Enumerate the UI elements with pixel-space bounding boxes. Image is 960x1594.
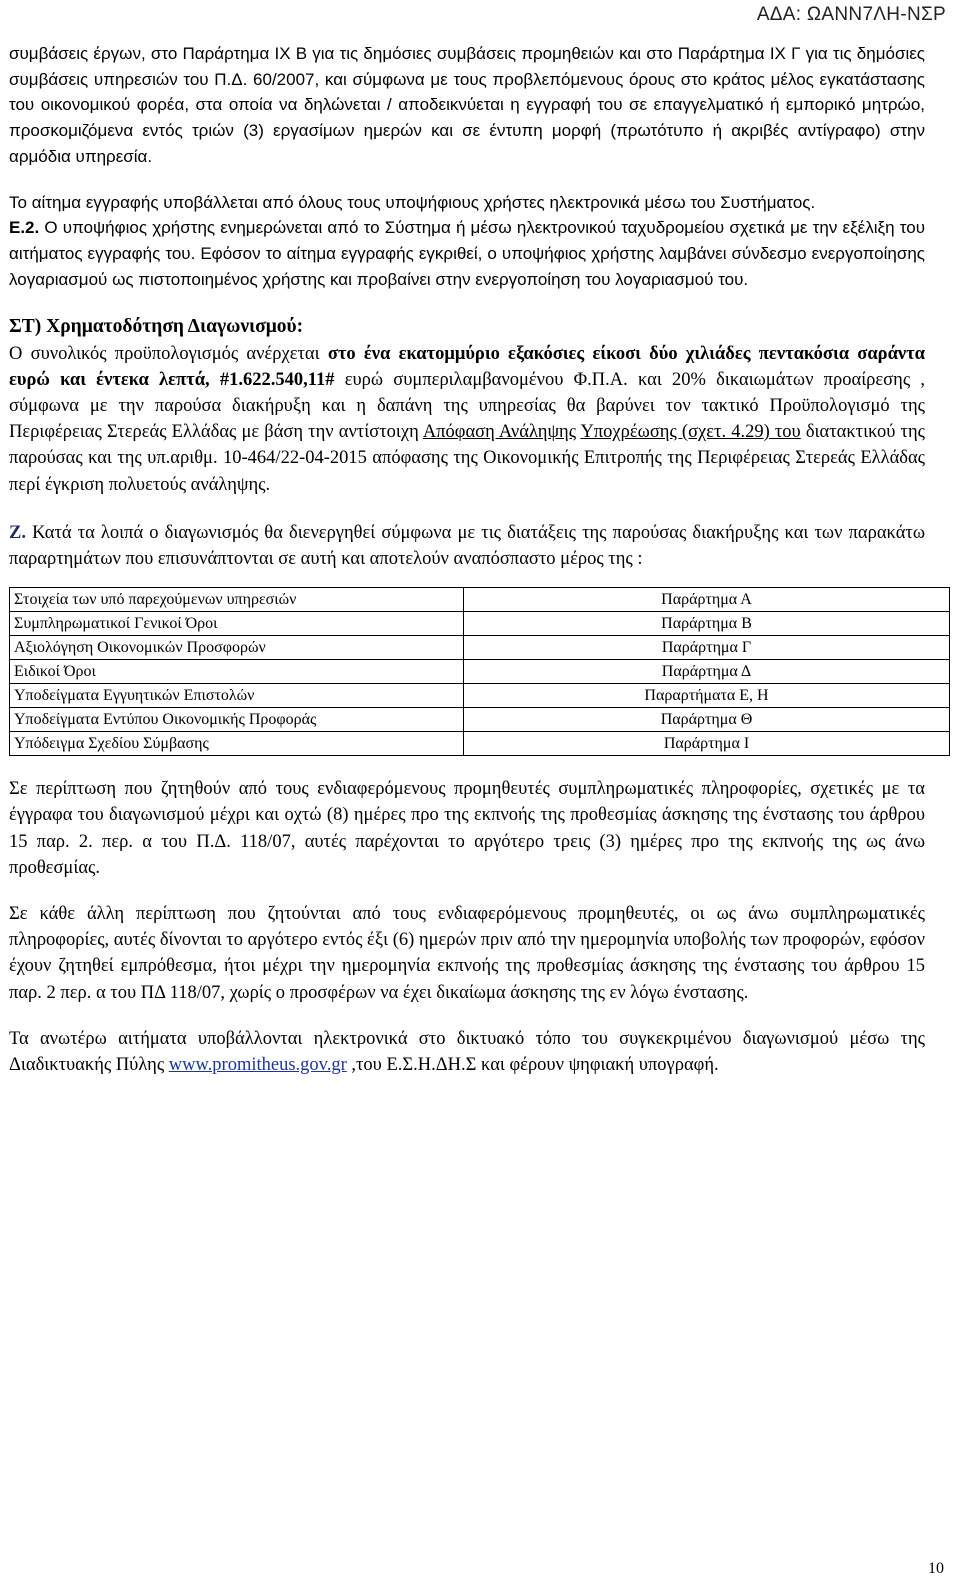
annex-label-cell: Παράρτημα Β — [464, 612, 950, 636]
paragraph-registration-docs: συμβάσεις έργων, στο Παράρτημα ΙΧ Β για τις δημόσιες συμβάσεις προμηθειών και στο Παράρτημα ΙΧ Γ για τις δημόσιες συμβάσεις υπηρεσιών του Π.Δ. 60/2007, και σύμφωνα με τους προβλεπόμενους όρους στο κράτος μέλος εγκατάστασης του οικονομικού φορέα, στα οποία να δηλώνεται / αποδεικνύεται η εγγραφή του σε επαγγελματικό ή εμπορικό μητρώο, προσκομιζόμενα εντός τριών (3) εργασίμων ημερών και σε έντυπη μορφή (πρωτότυπο ή ακριβές αντίγραφο) στην αρμόδια υπηρεσία. — [9, 44, 925, 166]
table-row — [10, 732, 950, 756]
table-row — [10, 708, 950, 732]
table-row — [10, 636, 950, 660]
annex-label-cell: Παραρτήματα Ε, Η — [464, 684, 950, 708]
page-number: 10 — [928, 1560, 944, 1577]
annex-item-cell: Στοιχεία των υπό παρεχούμενων υπηρεσιών — [10, 588, 464, 612]
table-row — [10, 588, 950, 612]
section-e2-label: Ε.2. — [9, 218, 40, 238]
annex-item-cell: Αξιολόγηση Οικονομικών Προσφορών — [10, 636, 464, 660]
st-text-2: ευρώ συμπεριλαμβανομένου Φ.Π.Α. και 20% δικαιωμάτων προαίρεσης , σύμφωνα με την παρούσα διακήρυξη και η δαπάνη της υπηρεσίας θα βαρύνει τον τακτικό Προϋπολογισμό της Περιφέρειας Στερεάς Ελλάδας με βάση την αντίστοιχη — [9, 369, 925, 443]
section-z-label: Ζ. — [9, 522, 26, 543]
ada-code: ΑΔΑ: ΩΑΝΝ7ΛΗ-ΝΣΡ — [756, 4, 946, 25]
section-e2 — [9, 215, 925, 292]
promitheus-link[interactable]: www.promitheus.gov.gr — [168, 1054, 347, 1075]
annex-label-cell: Παράρτημα Θ — [464, 708, 950, 732]
section-z — [9, 520, 925, 572]
document-page — [9, 41, 925, 1078]
table-row — [10, 660, 950, 684]
table-row — [10, 684, 950, 708]
st-text-1: Ο συνολικός προϋπολογισμός ανέρχεται — [9, 343, 328, 364]
annex-label-cell: Παράρτημα Γ — [464, 636, 950, 660]
section-st-body — [9, 341, 925, 498]
annex-item-cell: Υπόδειγμα Σχεδίου Σύμβασης — [10, 732, 464, 756]
annex-item-cell: Υποδείγματα Εγγυητικών Επιστολών — [10, 684, 464, 708]
st-obligation-link: Υποχρέωσης (σχετ. 4.29) του — [580, 422, 801, 443]
paragraph-registration-request: Το αίτημα εγγραφής υποβάλλεται από όλους τους υποψήφιους χρήστες ηλεκτρονικά μέσω του Συστήματος. — [9, 192, 816, 212]
section-st-heading: ΣΤ) Χρηματοδότηση Διαγωνισμού: — [9, 316, 304, 338]
annex-table — [9, 587, 950, 756]
paragraph-electronic-submission — [9, 1026, 925, 1078]
p5-text-2: ,του Ε.Σ.Η.ΔΗ.Σ και φέρουν ψηφιακή υπογραφή. — [346, 1054, 719, 1075]
paragraph-supplementary-info: Σε περίπτωση που ζητηθούν από τους ενδιαφερόμενους προμηθευτές συμπληρωματικές πληροφορίες, σχετικές με τα έγγραφα του διαγωνισμού μέχρι και οχτώ (8) ημέρες προ της εκπνοής της προθεσμίας άσκησης της ένστασης του άρθρου 15 παρ. 2. περ. α του Π.Δ. 118/07, αυτές παρέχονται το αργότερο τρεις (3) ημέρες προ της εκπνοής της ως άνω προθεσμίας. — [9, 779, 925, 878]
annex-item-cell: Συμπληρωματικοί Γενικοί Όροι — [10, 612, 464, 636]
section-z-text: Κατά τα λοιπά ο διαγωνισμός θα διενεργηθεί σύμφωνα με τις διατάξεις της παρούσας διακήρυξης και των παρακάτω παραρτημάτων που επισυνάπτονται σε αυτή και αποτελούν αναπόσπαστο μέρος της : — [9, 522, 925, 569]
annex-label-cell: Παράρτημα Ι — [464, 732, 950, 756]
annex-label-cell: Παράρτημα Δ — [464, 660, 950, 684]
annex-label-cell: Παράρτημα Α — [464, 588, 950, 612]
st-amount: στο ένα εκατομμύριο εξακόσιες είκοσι δύο χιλιάδες πεντακόσια σαράντα ευρώ και έντεκα λεπτά, #1.622.540,11# — [9, 343, 926, 390]
annex-item-cell: Ειδικοί Όροι — [10, 660, 464, 684]
table-row — [10, 612, 950, 636]
section-e2-text: Ο υποψήφιος χρήστης ενημερώνεται από το Σύστημα ή μέσω ηλεκτρονικού ταχυδρομείου σχετικά με την εξέλιξη του αιτήματος εγγραφής του. Εφόσον το αίτημα εγγραφής εγκριθεί, ο υποψήφιος χρήστης λαμβάνει σύνδεσμο ενεργοποίησης λογαριασμού ως πιστοποιημένος χρήστης και προβαίνει στην ενεργοποίηση του λογαριασμού του. — [9, 218, 925, 289]
paragraph-other-cases: Σε κάθε άλλη περίπτωση που ζητούνται από τους ενδιαφερόμενους προμηθευτές, οι ως άνω συμπληρωματικές πληροφορίες, αυτές δίνονται το αργότερο εντός έξι (6) ημερών πριν από την ημερομηνία υποβολής των προφορών, εφόσον έχουν ζητηθεί εμπρόθεσμα, ήτοι μέχρι την ημερομηνία εκπνοής της προθεσμίας άσκησης της ένστασης του άρθρου 15 παρ. 2 περ. α του ΠΔ 118/07, χωρίς ο προσφέρων να έχει δικαίωμα άσκησης της εν λόγω ένστασης. — [9, 903, 925, 1003]
st-decision-link: Απόφαση Ανάληψης — [422, 422, 577, 443]
st-text-3: διατακτικού της παρούσας και της υπ.αριθμ. 10-464/22-04-2015 απόφασης της Οικονομικής Επιτροπής της Περιφέρειας Στερεάς Ελλάδας περί έγκριση πολυετούς ανάληψης. — [9, 422, 925, 495]
annex-item-cell: Υποδείγματα Εντύπου Οικονομικής Προφοράς — [10, 708, 464, 732]
p5-text-1: Τα ανωτέρω αιτήματα υποβάλλονται ηλεκτρονικά στο δικτυακό τόπο του συγκεκριμένου διαγωνισμού μέσω της Διαδικτυακής Πύλης — [9, 1028, 925, 1075]
